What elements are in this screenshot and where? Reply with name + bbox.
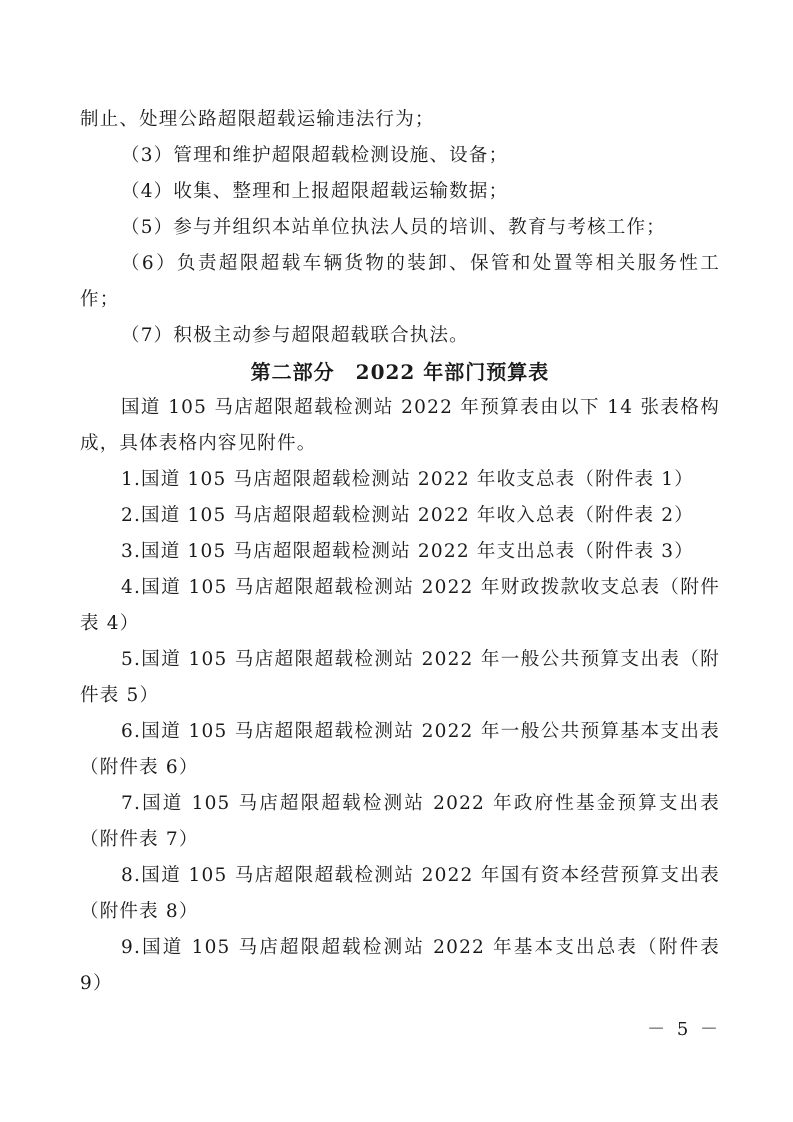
paragraph-continuation: 制止、处理公路超限超载运输违法行为； [80, 109, 435, 130]
duty-item-6: （6）负责超限超载车辆货物的装卸、保管和处置等相关服务性工作； [80, 253, 720, 310]
table-list-item-3: 3.国道 105 马店超限超载检测站 2022 年支出总表（附件表 3） [121, 541, 694, 562]
table-list-item-8: 8.国道 105 马店超限超载检测站 2022 年国有资本经营预算支出表（附件表 8） [80, 865, 720, 922]
duty-item-4: （4）收集、整理和上报超限超载运输数据； [121, 181, 509, 202]
table-list-item-4: 4.国道 105 马店超限超载检测站 2022 年财政拨款收支总表（附件表 4） [80, 577, 720, 634]
page-number: － 5 － [647, 1019, 721, 1040]
page-content [80, 102, 720, 1002]
duty-item-7: （7）积极主动参与超限超载联合执法。 [121, 325, 469, 346]
table-list-item-5: 5.国道 105 马店超限超载检测站 2022 年一般公共预算支出表（附件表 5） [80, 649, 720, 706]
intro-paragraph: 国道 105 马店超限超载检测站 2022 年预算表由以下 14 张表格构成，具体表格内容见附件。 [80, 397, 720, 454]
table-list-item-2: 2.国道 105 马店超限超载检测站 2022 年收入总表（附件表 2） [121, 505, 694, 526]
duty-item-3: （3）管理和维护超限超载检测设施、设备； [121, 145, 509, 166]
table-list-item-7: 7.国道 105 马店超限超载检测站 2022 年政府性基金预算支出表（附件表 7） [80, 793, 720, 850]
table-list-item-1: 1.国道 105 马店超限超载检测站 2022 年收支总表（附件表 1） [121, 469, 694, 490]
table-list-item-9: 9.国道 105 马店超限超载检测站 2022 年基本支出总表（附件表 9） [80, 937, 720, 994]
section-title: 第二部分 2022 年部门预算表 [250, 360, 550, 384]
table-list-item-6: 6.国道 105 马店超限超载检测站 2022 年一般公共预算基本支出表（附件表 6） [80, 721, 720, 778]
duty-item-5: （5）参与并组织本站单位执法人员的培训、教育与考核工作； [121, 217, 666, 238]
